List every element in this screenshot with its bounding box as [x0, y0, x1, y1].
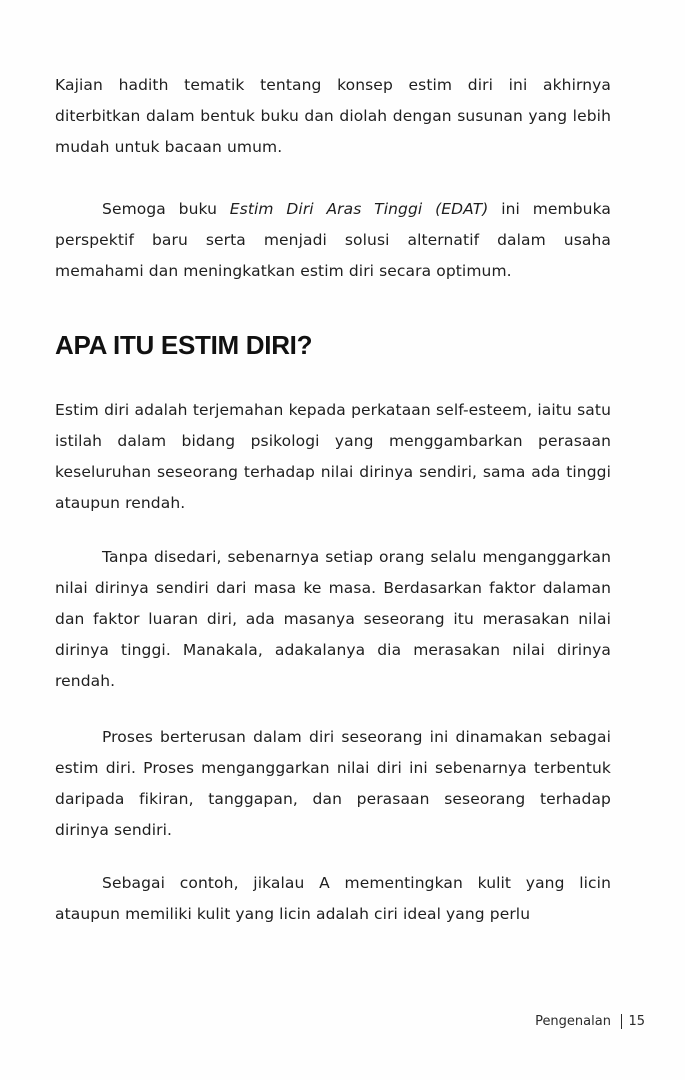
section-paragraph-3: Proses berterusan dalam diri seseorang ini dinamakan sebagai estim diri. Proses menganggarkan nilai diri ini sebenarnya terbentuk daripada fikiran, tanggapan, dan perasaan seseorang terhadap dirinya sendiri. [55, 728, 611, 839]
intro-paragraph-2 [55, 194, 611, 287]
section-heading: APA ITU ESTIM DIRI? [55, 330, 313, 360]
page-number: 15 [628, 1014, 645, 1029]
intro-paragraph-2-pre: Semoga buku [102, 200, 230, 218]
page-footer [535, 1014, 645, 1029]
book-title-italic: Estim Diri Aras Tinggi (EDAT) [229, 200, 489, 218]
intro-paragraph-1: Kajian hadith tematik tentang konsep estim diri ini akhirnya diterbitkan dalam bentuk buku dan diolah dengan susunan yang lebih mudah untuk bacaan umum. [55, 76, 611, 156]
section-paragraph-2: Tanpa disedari, sebenarnya setiap orang selalu menganggarkan nilai dirinya sendiri dari masa ke masa. Berdasarkan faktor dalaman dan faktor luaran diri, ada masanya seseorang itu merasakan nilai dirinya tinggi. Manakala, adakalanya dia merasakan nilai dirinya rendah. [55, 548, 611, 690]
intro-paragraph-2-post: ini membuka perspektif baru serta menjadi solusi alternatif dalam usaha memahami dan meningkatkan estim diri secara optimum. [55, 200, 611, 280]
footer-divider [621, 1014, 623, 1029]
chapter-name: Pengenalan [535, 1014, 611, 1029]
section-paragraph-1: Estim diri adalah terjemahan kepada perkataan self-esteem, iaitu satu istilah dalam bidang psikologi yang menggambarkan perasaan keseluruhan seseorang terhadap nilai dirinya sendiri, sama ada tinggi ataupun rendah. [55, 401, 611, 512]
section-paragraph-4: Sebagai contoh, jikalau A mementingkan kulit yang licin ataupun memiliki kulit yang licin adalah ciri ideal yang perlu [55, 874, 611, 923]
